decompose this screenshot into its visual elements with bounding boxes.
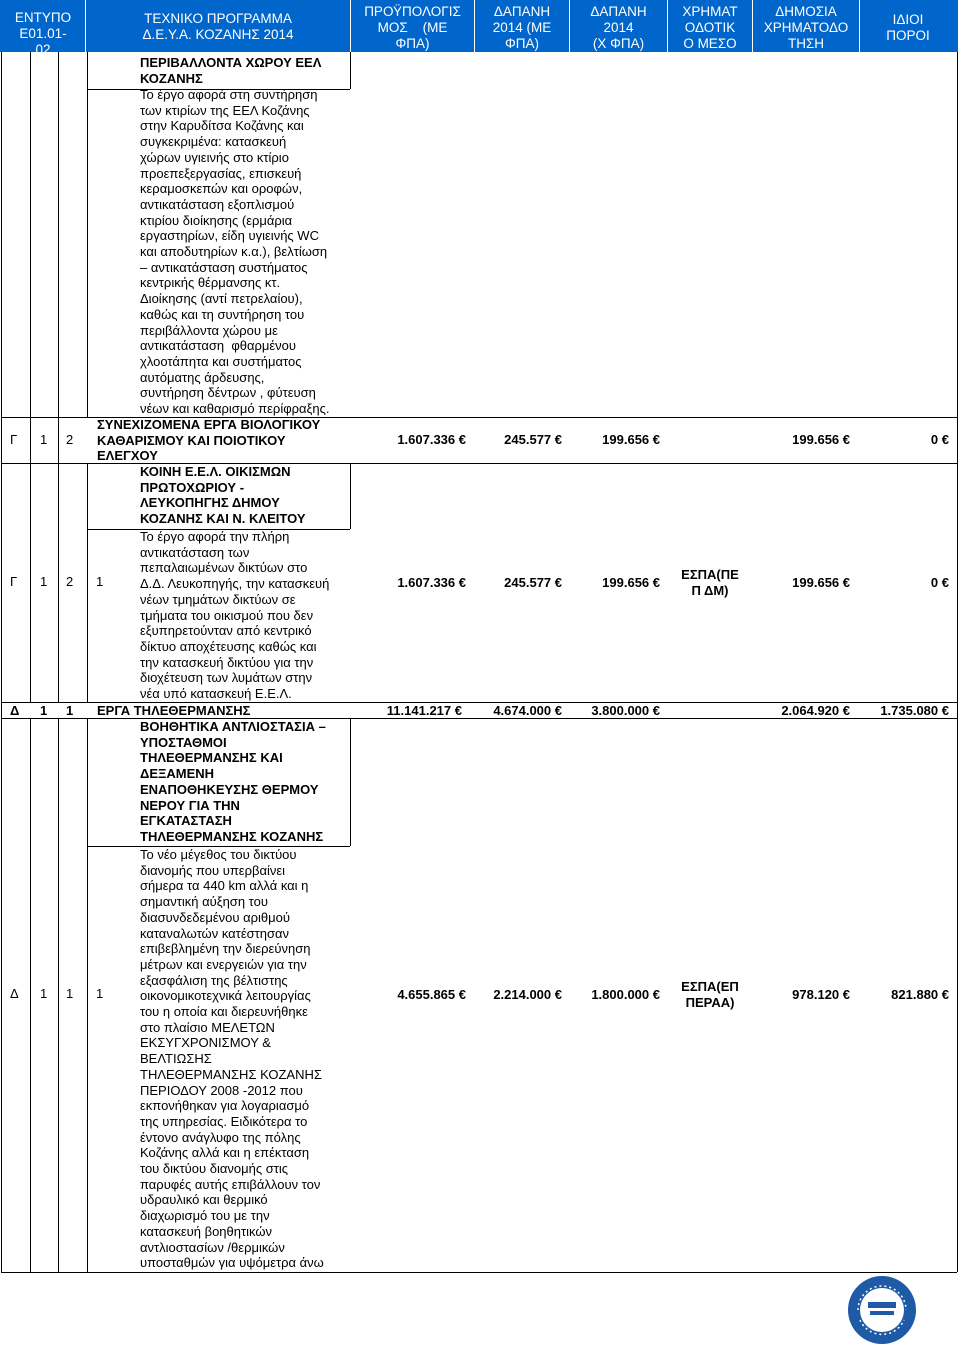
header-col-line: ΠΟΡΟΙ	[886, 28, 930, 43]
header-col-line: ΧΡΗΜΑΤ	[682, 4, 738, 19]
row-description: Το έργο αφορά την πλήρη αντικατάσταση των πεπαλαιωμένων δικτύων στο Δ.Δ. Λευκοπηγής, την κατασκευή νέων τμημάτων δικτύων σε τμήματα του οικισμού που δεν εξυπηρετούνταν από κεντρικό δίκτυο αποχέτευσης καθώς και την κατασκευή δικτύου για την διοχέτευση των λυμάτων στην νέα υπό κατασκευή Ε.Ε.Λ.	[140, 529, 330, 702]
header-col-line: ΦΠΑ)	[395, 36, 430, 51]
header-col-funding	[668, 4, 752, 52]
form-code-line: 02	[35, 42, 51, 57]
budget-value: 1.607.336 €	[397, 575, 466, 590]
spend-vat-value: 245.577 €	[504, 575, 562, 590]
funding-source: ΕΣΠΑ(ΠΕ Π ΔΜ)	[681, 567, 739, 598]
header-col-line: ΜΟΣ (ΜΕ	[377, 20, 448, 35]
header-col-own	[860, 12, 956, 44]
budget-value: 1.607.336 €	[397, 432, 466, 447]
title-line: Δ.Ε.Υ.Α. ΚΟΖΑΝΗΣ 2014	[142, 27, 294, 42]
continued-title: ΠΕΡΙΒΑΛΛΟΝΤΑ ΧΩΡΟΥ ΕΕΛ ΚΟΖΑΝΗΣ	[140, 55, 322, 86]
code-sub: 1	[66, 703, 74, 718]
code-group: 1	[40, 703, 48, 718]
public-funding-value: 978.120 €	[792, 987, 850, 1002]
spend-vat-value: 4.674.000 €	[493, 703, 562, 718]
funding-source: ΕΣΠΑ(ΕΠ ΠΕΡΑΑ)	[681, 979, 739, 1010]
spend-novat-value: 199.656 €	[602, 432, 660, 447]
code-sub: 1	[66, 986, 74, 1001]
form-code	[2, 10, 84, 58]
code-cat: Δ	[10, 703, 20, 718]
code-item: 1	[96, 574, 104, 589]
own-resources-value: 0 €	[930, 432, 949, 447]
code-sub: 2	[66, 574, 74, 589]
row-title: ΕΡΓΑ ΤΗΛΕΘΕΡΜΑΝΣΗΣ	[97, 703, 251, 718]
header-col-line: ΙΔΙΟΙ	[892, 12, 924, 27]
header-col-line: ΟΔΟΤΙΚ	[684, 20, 736, 35]
code-group: 1	[40, 986, 48, 1001]
spend-novat-value: 3.800.000 €	[591, 703, 660, 718]
public-funding-value: 2.064.920 €	[781, 703, 850, 718]
code-group: 1	[40, 574, 48, 589]
code-group: 1	[40, 432, 48, 447]
row-title: ΒΟΗΘΗΤΙΚΑ ΑΝΤΛΙΟΣΤΑΣΙΑ – ΥΠΟΣΤΑΘΜΟΙ ΤΗΛΕΘΕΡΜΑΝΣΗΣ ΚΑΙ ΔΕΞΑΜΕΝΗ ΕΝΑΠΟΘΗΚΕΥΣΗΣ ΘΕΡΜΟΥ ΝΕΡΟΥ ΓΙΑ ΤΗΝ ΕΓΚΑΤΑΣΤΑΣΗ ΤΗΛΕΘΕΡΜΑΝΣΗΣ ΚΟΖΑΝΗΣ	[140, 719, 326, 844]
code-sub: 2	[66, 432, 74, 447]
budget-value: 4.655.865 €	[397, 987, 466, 1002]
header-col-line: ΧΡΗΜΑΤΟΔΟ	[763, 20, 849, 35]
header-col-line: 2014 (ΜΕ	[492, 20, 552, 35]
spend-vat-value: 2.214.000 €	[493, 987, 562, 1002]
header-col-budget	[351, 4, 474, 52]
header-col-spend-vat	[475, 4, 569, 52]
continued-description: Το έργο αφορά στη συντήρηση των κτιρίων της ΕΕΛ Κοζάνης στην Καρυδίτσα Κοζάνης και συγκεκριμένα: κατασκευή χώρων υγιεινής στο κτίριο προεπεξεργασίας, επισκευή κεραμοσκεπών και οροφών, αντικατάσταση εξοπλισμού κτιρίου διοίκησης (ερμάρια εργαστηρίων, είδη υγιεινής WC και αποδυτηρίων κ.α.), βελτίωση – αντικατάσταση συστήματος κεντρικής θέρμανσης κτ. Διοίκησης (αντί πετρελαίου), καθώς και τη συντήρηση του περιβάλλοντα χώρου με αντικατάσταση φθαρμένου χλοοτάπητα και συστήματος αυτόματης άρδευσης, συντήρηση δέντρων , φύτευση νέων και καθαρισμό περίφραξης.	[140, 87, 330, 417]
header-col-line: (Χ ΦΠΑ)	[592, 36, 645, 51]
own-resources-value: 0 €	[930, 575, 949, 590]
header-col-line: Ο ΜΕΣΟ	[683, 36, 737, 51]
document-title	[86, 11, 350, 43]
row-title: ΚΟΙΝΗ Ε.Ε.Λ. ΟΙΚΙΣΜΩΝ ΠΡΩΤΟΧΩΡΙΟΥ - ΛΕΥΚΟΠΗΓΗΣ ΔΗΜΟΥ ΚΟΖΑΝΗΣ ΚΑΙ Ν. ΚΛΕΙΤΟΥ	[140, 464, 306, 527]
code-cat: Γ	[10, 432, 18, 447]
public-funding-value: 199.656 €	[792, 575, 850, 590]
header-col-spend-novat	[570, 4, 667, 52]
own-resources-value: 1.735.080 €	[880, 703, 949, 718]
spend-novat-value: 199.656 €	[602, 575, 660, 590]
header-col-line: ΔΑΠΑΝΗ	[590, 4, 647, 19]
header-col-public	[753, 4, 859, 52]
row-description: Το νέο μέγεθος του δικτύου διανομής που υπερβαίνει σήμερα τα 440 km αλλά και η σημαντική αύξηση του διασυνδεδεμένου αριθμού καταναλωτών κατέστησαν επιβεβλημένη την διερεύνηση μέτρων και ενεργειών για την εξασφάλιση της βέλτιστης οικονομικοτεχνικά λειτουργίας του η οποία και διερευνήθηκε στο πλαίσιο ΜΕΛΕΤΩΝ ΕΚΣΥΓΧΡΟΝΙΣΜΟΥ & ΒΕΛΤΙΩΣΗΣ ΤΗΛΕΘΕΡΜΑΝΣΗΣ ΚΟΖΑΝΗΣ ΠΕΡΙΟΔΟΥ 2008 -2012 που εκπονήθηκαν για λογαριασμό της υπηρεσίας. Ειδικότερα το έντονο ανάγλυφο της πόλης Κοζάνης αλλά και η επέκταση του δικτύου διανομής στις παρυφές αυτής επιβάλλουν τον υδραυλικό και θερμικό διαχωρισμό του με την κατασκευή βοηθητικών αντλιοστασίων /θερμικών υποσταθμών για υψόμετρα άνω	[140, 847, 324, 1271]
header-col-line: ΔΑΠΑΝΗ	[493, 4, 551, 19]
spend-novat-value: 1.800.000 €	[591, 987, 660, 1002]
spend-vat-value: 245.577 €	[504, 432, 562, 447]
tuv-nord-certification-seal-icon	[848, 1276, 916, 1344]
public-funding-value: 199.656 €	[792, 432, 850, 447]
form-code-line: ΕΝΤΥΠΟ Ε01.01-	[14, 10, 72, 41]
title-line: ΤΕΧΝΙΚΟ ΠΡΟΓΡΑΜΜΑ	[144, 11, 292, 26]
budget-value: 11.141.217 €	[386, 703, 462, 718]
row-title: ΣΥΝΕΧΙΖΟΜΕΝΑ ΕΡΓΑ ΒΙΟΛΟΓΙΚΟΥ ΚΑΘΑΡΙΣΜΟΥ ΚΑΙ ΠΟΙΟΤΙΚΟΥ ΕΛΕΓΧΟΥ	[97, 417, 321, 464]
code-cat: Γ	[10, 574, 18, 589]
header-col-line: ΦΠΑ)	[504, 36, 540, 51]
header-col-line: ΠΡΟΫΠΟΛΟΓΙΣ	[364, 4, 461, 19]
header-col-line: 2014	[603, 20, 634, 35]
own-resources-value: 821.880 €	[891, 987, 949, 1002]
header-col-line: ΔΗΜΟΣΙΑ	[775, 4, 837, 19]
header-col-line: ΤΗΣΗ	[787, 36, 825, 51]
code-item: 1	[96, 986, 104, 1001]
code-cat: Δ	[10, 986, 19, 1001]
